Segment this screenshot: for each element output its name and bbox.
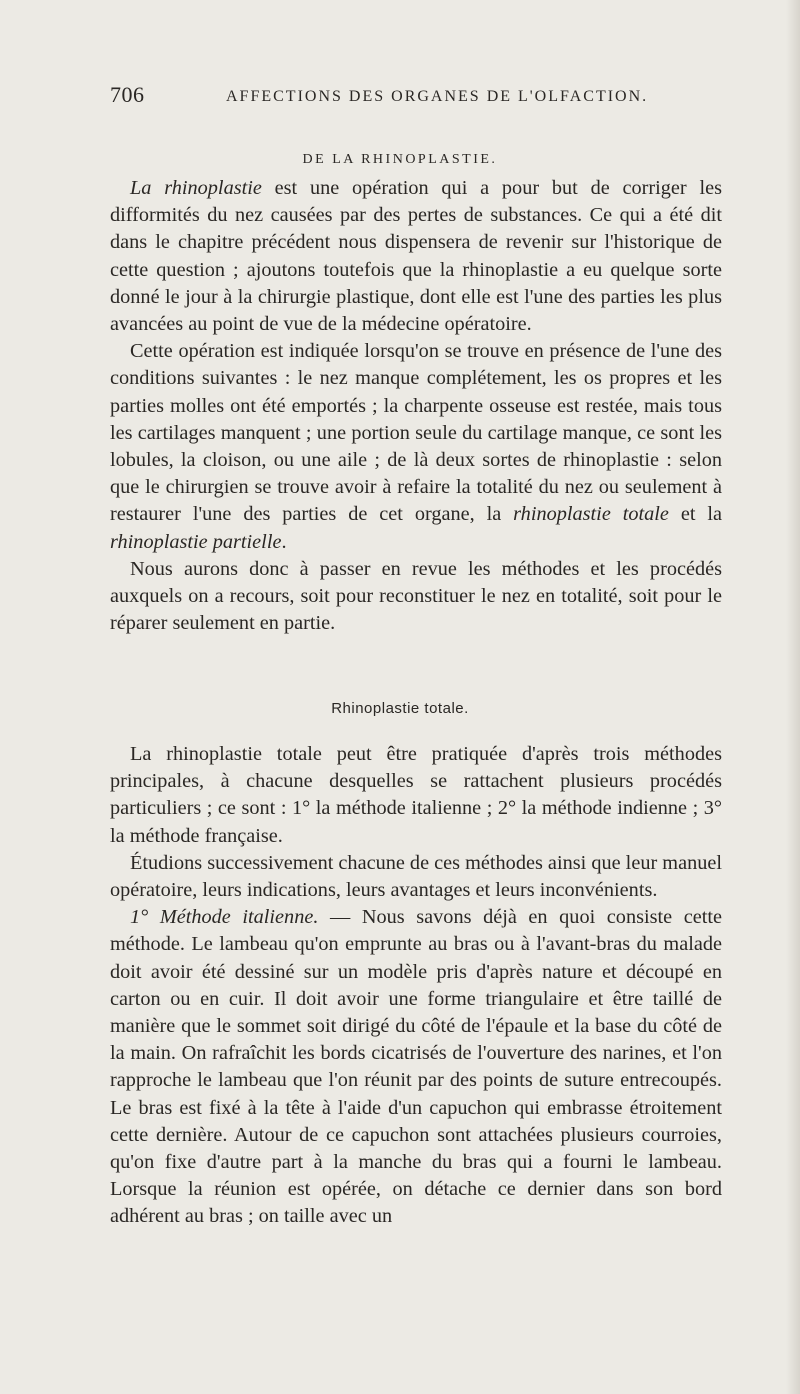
section-title: DE LA RHINOPLASTIE. (302, 152, 498, 167)
term-rhinoplastie-totale: rhinoplastie totale (513, 503, 669, 526)
paragraph: Nous aurons donc à passer en revue les méthodes et les procédés auxquels on a recours, soit pour reconstituer le nez en totalité, soit pour le réparer seulement en partie. (110, 557, 722, 635)
subheading: Rhinoplastie totale. (331, 700, 469, 717)
paragraph: La rhinoplastie totale peut être pratiquée d'après trois méthodes principales, à chacune desquelles se rattachent plusieurs procédés particuliers ; ce sont : 1° la méthode italienne ; 2° la méthode indienne ; 3° la méthode française. (110, 743, 722, 847)
page-edge-shadow (786, 0, 800, 1394)
method-label: 1° Méthode italienne. (130, 906, 319, 929)
intro-text (110, 175, 722, 637)
page-number: 706 (110, 82, 145, 107)
paragraph: Étudions successivement chacune de ces méthodes ainsi que leur manuel opératoire, leurs indications, leurs avantages et leurs inconvénients. (110, 851, 722, 902)
running-header (110, 82, 710, 112)
body-text (110, 741, 722, 1231)
paragraph: La rhinoplastie est une opération qui a pour but de corriger les difformités du nez causées par des pertes de substances. Ce qui a été dit dans le chapitre précédent nous dispensera de revenir sur l'historique de cette question ; ajoutons toutefois que la rhinoplastie a eu quelque sorte donné le jour à la chirurgie plastique, dont elle est l'une des parties les plus avancées au point de vue de la médecine opératoire. (110, 177, 723, 336)
paragraph: 1° Méthode italienne. — Nous savons déjà en quoi consiste cette méthode. Le lambeau qu'on emprunte au bras ou à l'avant-bras du malade doit avoir été dessiné sur un modèle pris d'après nature et découpé en carton ou en cuir. Il doit avoir une forme triangulaire et être taillé de manière que le sommet soit dirigé du côté de l'épaule et la base du côté de la main. On rafraîchit les bords cicatrisés de l'ouverture des narines, et l'on rapproche le lambeau que l'on réunit par des points de suture entrecoupés. Le bras est fixé à la tête à l'aide d'un capuchon qui embrasse étroitement cette dernière. Autour de ce capuchon sont attachées plusieurs courroies, qu'on fixe d'autre part à la manche du bras qui a fourni le lambeau. Lorsque la réunion est opérée, on détache ce dernier dans son bord adhérent au bras ; on taille avec un (110, 906, 723, 1228)
paragraph: Cette opération est indiquée lorsqu'on se trouve en présence de l'une des conditions suivantes : le nez manque complétement, les os propres et les parties molles ont été emportés ; la charpente osseuse est restée, mais tous les cartilages manquent ; une portion seule du cartilage manque, ce sont les lobules, la cloison, ou une aile ; de là deux sortes de rhinoplastie : selon que le chirurgien se trouve avoir à refaire la totalité du nez ou seulement à restaurer l'une des parties de cet organe, la rhinoplastie totale et la rhinoplastie partielle. (110, 340, 723, 553)
term-rhinoplastie-partielle: rhinoplastie partielle (110, 530, 282, 553)
term-rhinoplastie: La rhinoplastie (130, 177, 262, 199)
running-header-title: AFFECTIONS DES ORGANES DE L'OLFACTION. (226, 88, 649, 105)
